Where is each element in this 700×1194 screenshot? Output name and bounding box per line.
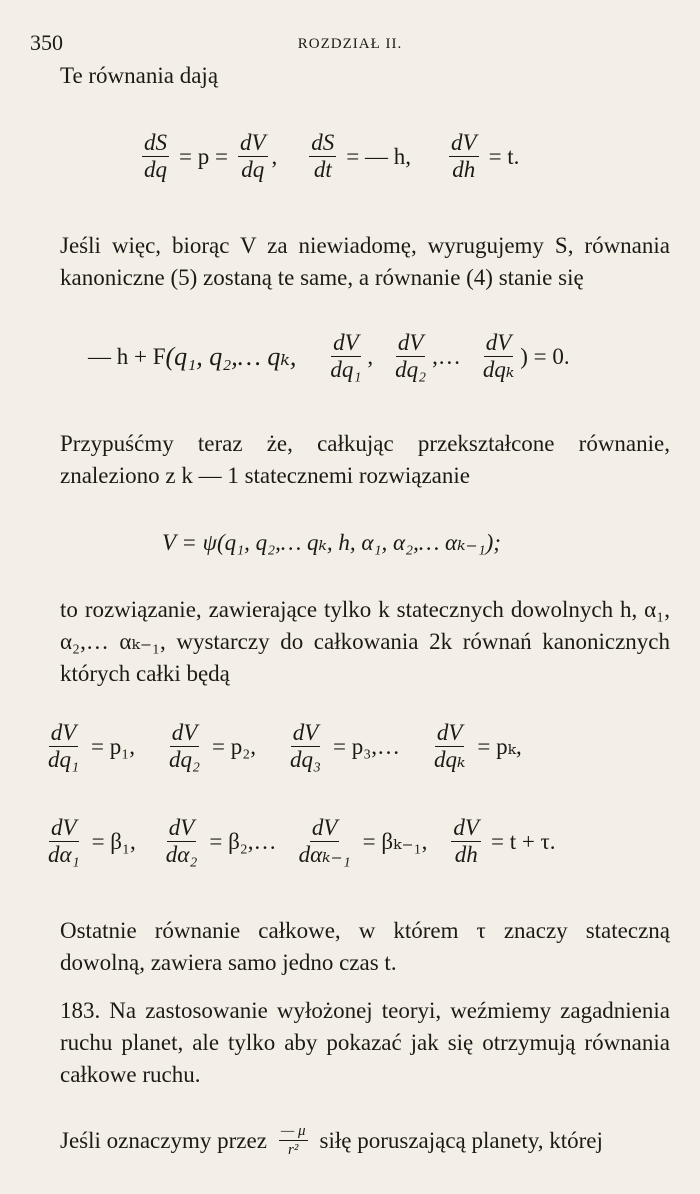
fraction: $\frac{dV}{\text{dq₁}}$ [48,720,79,772]
equation-2: — h + F (q₁, q₂,… qₖ, $\frac{dV}{\text{dq₁}}$ , $\frac{dV}{\text{dq₂}}$ ,… $\frac{dV}{\text{dqₖ}}$ ) = 0. [88,330,570,382]
equation-1: $\frac{dS}{dq}$ = p = $\frac{dV}{dq}$ , $\frac{dS}{dt}$ = — h, $\frac{dV}{dh}$ = t. [144,130,520,182]
equation-4: $\frac{dV}{\text{dq₁}}$ = p₁, $\frac{dV}{\text{dq₂}}$ = p₂, $\frac{dV}{\text{dq₃}}$ = p₃,… $\frac{dV}{\text{dqₖ}}$ = pₖ, [48,720,522,772]
fraction: $\frac{dS}{dq}$ [144,130,167,182]
inline-fraction: $\frac{— \mu}{\text{r²}}$ [280,1123,306,1158]
paragraph-7 [60,1122,670,1159]
paragraph-7-end: siłę poruszającą planety, której [319,1127,603,1153]
paragraph-6: 183. Na zastosowanie wyłożonej teoryi, weźmiemy zagadnienia ruchu planet, ale tylko aby pokazać jak się otrzymują równania całkowe ruchu. [60,998,670,1087]
page-number: 350 [30,30,63,55]
fraction: $\frac{dV}{dq}$ [239,130,266,182]
fraction: $\frac{dV}{dh}$ [451,130,477,182]
fraction: $\frac{dV}{\text{dq₃}}$ [290,720,321,772]
paragraph-5: Ostatnie równanie całkowe, w którem τ znaczy stateczną dowolną, zawiera samo jedno czas t. [60,918,670,975]
paragraph-1: Te równania dają [60,63,219,88]
paragraph-2: Jeśli więc, biorąc V za niewiadomę, wyrugujemy S, równania kanoniczne (5) zostaną te same, a równanie (4) stanie się [60,233,670,290]
equation-3: V = ψ(q₁, q₂,… qₖ, h, α₁, α₂,… αₖ₋₁); [162,530,501,555]
fraction: $\frac{dV}{\text{dq₁}}$ [330,330,362,382]
fraction: $\frac{dS}{dt}$ [311,130,335,182]
fraction: $\frac{dV}{\text{dqₖ}}$ [434,720,466,772]
paragraph-3: Przypuśćmy teraz że, całkując przekształcone równanie, znaleziono z k — 1 statecznemi rozwiązanie [60,431,670,488]
equation-5: $\frac{dV}{\text{dα₁}}$ = β₁, $\frac{dV}{\text{dα₂}}$ = β₂,… $\frac{dV}{\text{dαₖ₋₁}}$ = βₖ₋₁, $\frac{dV}{dh}$ = t + τ. [48,815,556,867]
paragraph-7-start: Jeśli oznaczymy przez [60,1127,267,1153]
fraction: $\frac{dV}{\text{dq₂}}$ [395,330,427,382]
bleed-through-text [60,100,66,126]
fraction: $\frac{dV}{\text{dα₂}}$ [165,815,198,867]
paragraph-4: to rozwiązanie, zawierające tylko k statecznych dowolnych h, α₁, α₂,… αₖ₋₁, wystarczy do całkowania 2k równań kanonicznych których całki będą [60,597,670,686]
fraction: $\frac{dV}{\text{dα₁}}$ [48,815,80,867]
fraction: $\frac{dV}{\text{dαₖ₋₁}}$ [298,815,351,867]
running-head: ROZDZIAŁ II. [297,36,403,52]
fraction: $\frac{dV}{\text{dqₖ}}$ [482,330,515,382]
fraction: $\frac{dV}{\text{dq₂}}$ [169,720,200,772]
fraction: $\frac{dV}{dh}$ [453,815,479,867]
page-header [30,30,670,54]
